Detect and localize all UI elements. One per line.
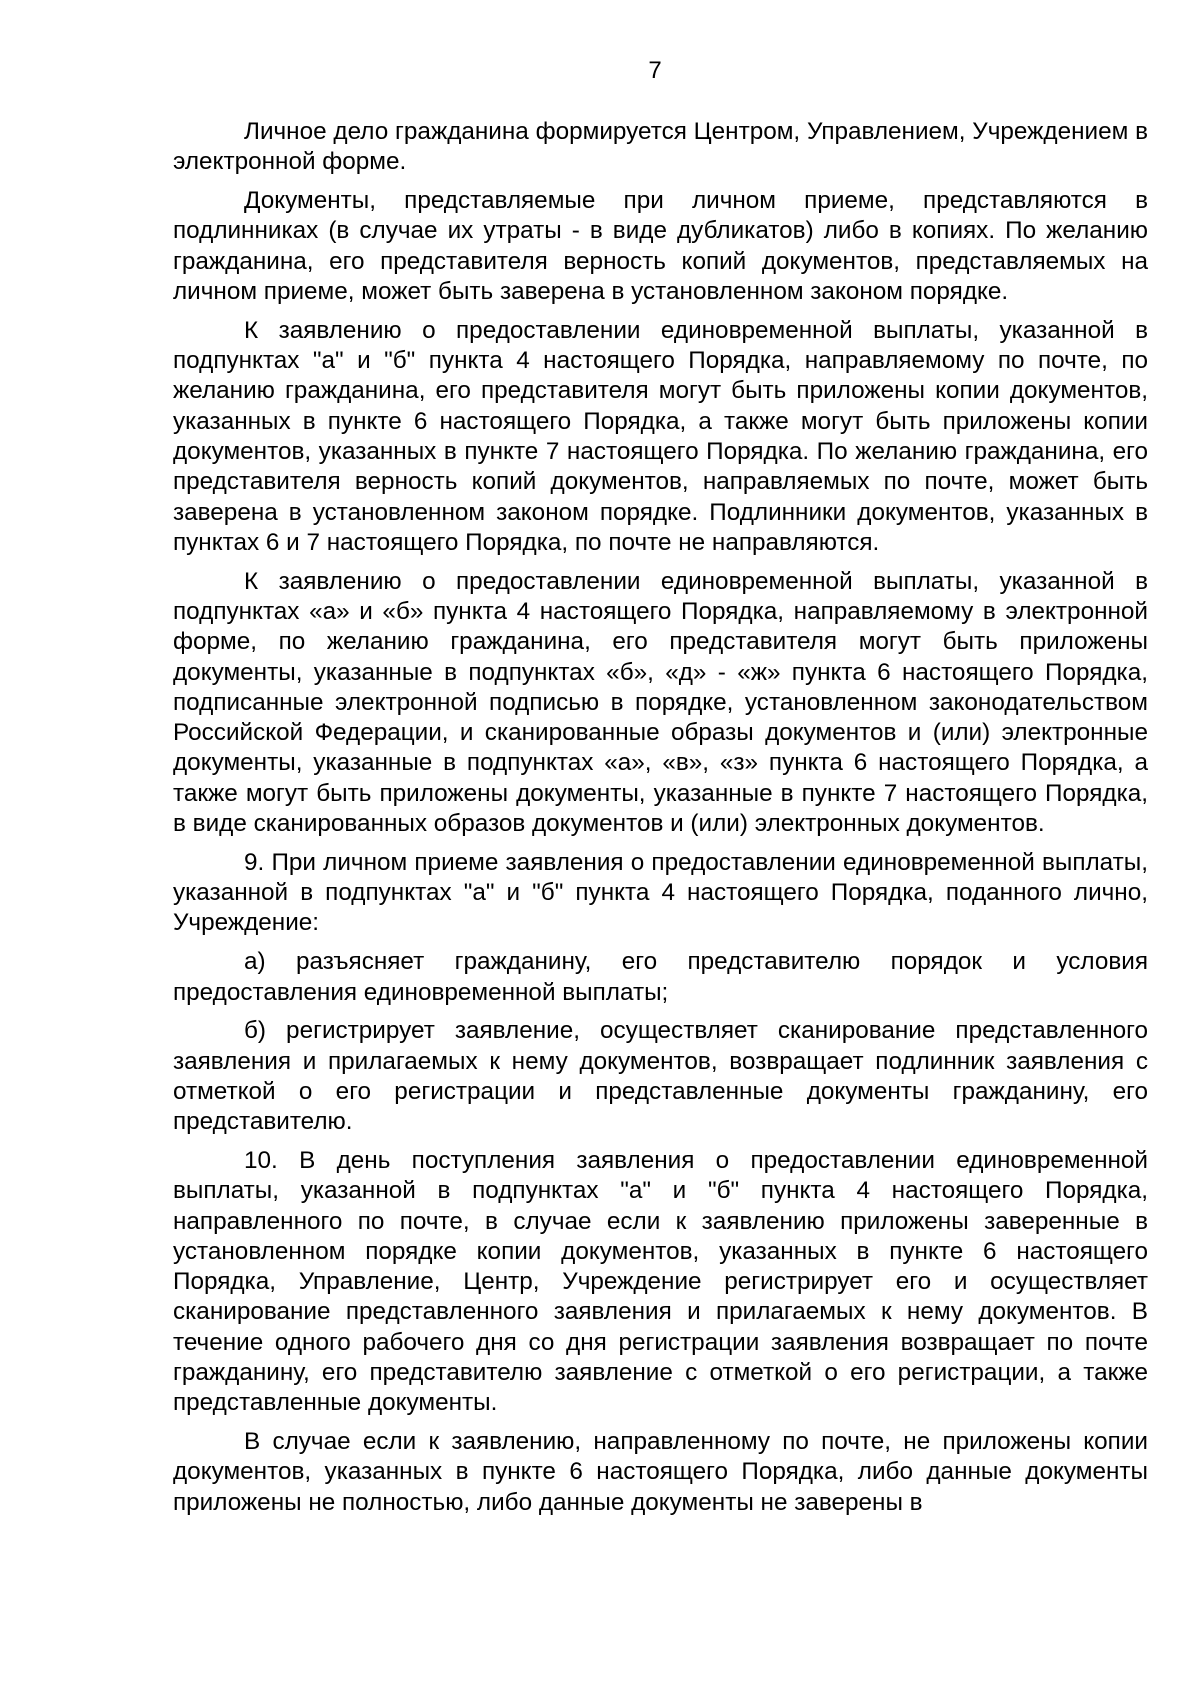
paragraph-item-9: 9. При личном приеме заявления о предоставлении единовременной выплаты, указанной в подпунктах "а" и "б" пункта 4 настоящего Порядка, поданного лично, Учреждение: (173, 848, 1148, 937)
document-body (173, 117, 1148, 1527)
paragraph-item-10: 10. В день поступления заявления о предоставлении единовременной выплаты, указанной в подпунктах "а" и "б" пункта 4 настоящего Порядка, направленного по почте, в случае если к заявлению приложены заверенные в установленном порядке копии документов, указанных в пункте 6 настоящего Порядка, Управление, Центр, Учреждение регистрирует его и осуществляет сканирование представленного заявления и прилагаемых к нему документов. В течение одного рабочего дня со дня регистрации заявления возвращает по почте гражданину, его представителю заявление с отметкой о его регистрации, а также представленные документы. (173, 1147, 1148, 1417)
page-number: 7 (648, 57, 662, 84)
paragraph-documents-in-person: Документы, представляемые при личном приеме, представляются в подлинниках (в случае их утраты - в виде дубликатов) либо в копиях. По желанию гражданина, его представителя верность копий документов, представляемых на личном приеме, может быть заверена в установленном законом порядке. (173, 187, 1148, 305)
paragraph-subitem-a: а) разъясняет гражданину, его представителю порядок и условия предоставления единовременной выплаты; (173, 948, 1148, 1006)
paragraph-subitem-b: б) регистрирует заявление, осуществляет сканирование представленного заявления и прилагаемых к нему документов, возвращает подлинник заявления с отметкой о его регистрации и представленные документы гражданину, его представителю. (173, 1017, 1148, 1136)
paragraph-postal-application: К заявлению о предоставлении единовременной выплаты, указанной в подпунктах "а" и "б" пункта 4 настоящего Порядка, направляемому по почте, по желанию гражданина, его представителя могут быть приложены копии документов, указанных в пункте 6 настоящего Порядка, а также могут быть приложены копии документов, указанных в пункте 7 настоящего Порядка. По желанию гражданина, его представителя верность копий документов, направляемых по почте, может быть заверена в установленном законом порядке. Подлинники документов, указанных в пунктах 6 и 7 настоящего Порядка, по почте не направляются. (173, 316, 1148, 556)
paragraph-personal-file: Личное дело гражданина формируется Центром, Управлением, Учреждением в электронной форме. (173, 118, 1148, 176)
paragraph-electronic-application: К заявлению о предоставлении единовременной выплаты, указанной в подпунктах «а» и «б» пункта 4 настоящего Порядка, направляемому в электронной форме, по желанию гражданина, его представителя могут быть приложены документы, указанные в подпунктах «б», «д» - «ж» пункта 6 настоящего Порядка, подписанные электронной подписью в порядке, установленном законодательством Российской Федерации, и сканированные образы документов и (или) электронные документы, указанные в подпунктах «а», «в», «з» пункта 6 настоящего Порядка, а также могут быть приложены документы, указанные в пункте 7 настоящего Порядка, в виде сканированных образов документов и (или) электронных документов. (173, 567, 1148, 838)
paragraph-incomplete-documents: В случае если к заявлению, направленному по почте, не приложены копии документов, указанных в пункте 6 настоящего Порядка, либо данные документы приложены не полностью, либо данные документы не заверены в (173, 1428, 1148, 1516)
